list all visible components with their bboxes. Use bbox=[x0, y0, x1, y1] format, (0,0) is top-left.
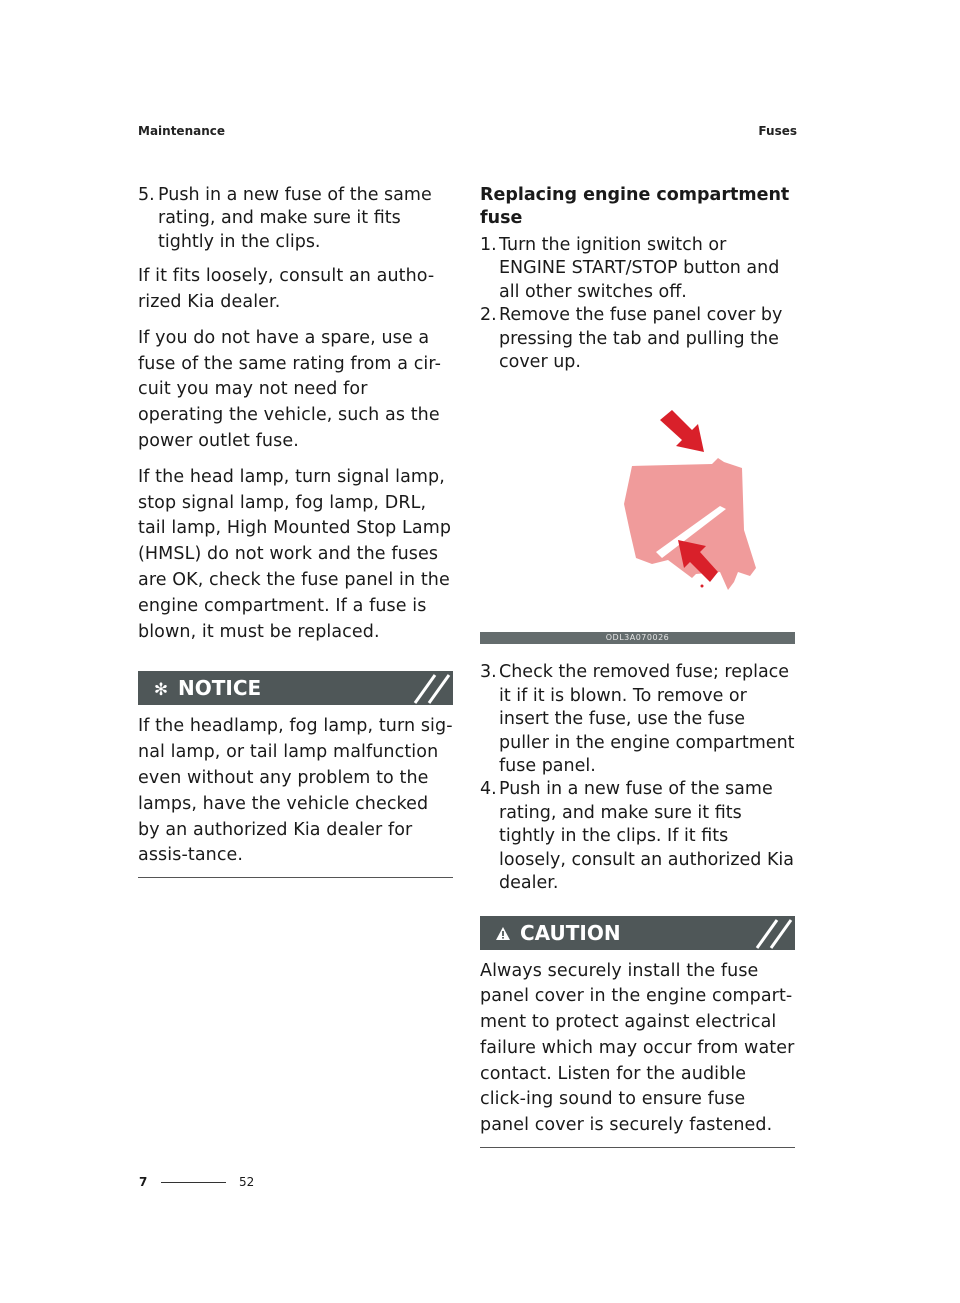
banner-slash-decoration bbox=[751, 916, 795, 950]
banner-slash-decoration bbox=[409, 671, 453, 705]
step-text: Check the removed fuse; replace it if it is blown. To remove or insert the fuse, use the fuse puller in the engine compartment fuse panel. bbox=[499, 662, 795, 777]
right-column bbox=[480, 184, 795, 1148]
running-header-topic: Fuses bbox=[758, 124, 797, 138]
list-item bbox=[480, 234, 795, 304]
paragraph: If the head lamp, turn signal lamp, stop signal lamp, fog lamp, DRL, tail lamp, High Mounted Stop Lamp (HMSL) do not work and the fuses are OK, check the fuse panel in the engine compartment. If a fuse is blown, it must be replaced. bbox=[138, 466, 452, 642]
list-item bbox=[480, 661, 795, 778]
paragraph: If it fits loosely, consult an autho-rized Kia dealer. bbox=[138, 266, 435, 313]
step-number: 1. bbox=[480, 235, 497, 255]
warning-triangle-icon bbox=[494, 918, 512, 950]
fuse-cover-illustration bbox=[480, 382, 795, 632]
caution-banner bbox=[480, 916, 795, 950]
paragraph: If you do not have a spare, use a fuse of the same rating from a cir-cuit you may not need for operating the vehicle, such as the power outlet fuse. bbox=[138, 327, 441, 451]
step-text: Turn the ignition switch or ENGINE START/STOP button and all other switches off. bbox=[499, 235, 780, 302]
notice-banner bbox=[138, 671, 453, 705]
step-number: 5. bbox=[138, 185, 155, 205]
fuse-panel-cover-shape bbox=[624, 458, 756, 590]
divider bbox=[138, 877, 453, 878]
step-list-bottom bbox=[480, 661, 795, 895]
fuse-cover-diagram bbox=[480, 382, 795, 632]
step-number: 4. bbox=[480, 779, 497, 800]
left-column bbox=[138, 184, 453, 878]
page-number: 52 bbox=[239, 1175, 255, 1189]
step-text: Push in a new fuse of the same rating, and make sure it fits tightly in the clips. bbox=[158, 185, 432, 252]
arrow-top-icon bbox=[660, 410, 704, 452]
list-item bbox=[480, 304, 795, 374]
list-item bbox=[138, 184, 453, 254]
marker-dot bbox=[701, 585, 704, 588]
chapter-number: 7 bbox=[139, 1175, 148, 1189]
divider bbox=[480, 1147, 795, 1148]
step-text: Remove the fuse panel cover by pressing the tab and pulling the cover up. bbox=[499, 305, 783, 373]
step-list-top bbox=[480, 234, 795, 374]
step-list-left bbox=[138, 184, 453, 254]
caution-text: Always securely install the fuse panel cover in the engine compart-ment to protect against electrical failure which may occur from water contact. Listen for the audible click-ing sound to ensure fuse panel cover is securely fastened. bbox=[480, 960, 795, 1136]
notice-text: If the headlamp, fog lamp, turn sig-nal lamp, or tail lamp malfunction even without any problem to the lamps, have the vehicle checked by an authorized Kia dealer for assis-tance. bbox=[138, 716, 453, 866]
notice-title: NOTICE bbox=[178, 676, 262, 701]
step-number: 3. bbox=[480, 662, 497, 683]
running-header-section: Maintenance bbox=[138, 124, 226, 138]
caution-title: CAUTION bbox=[520, 920, 621, 945]
step-text: Push in a new fuse of the same rating, and make sure it fits tightly in the clips. If it fits loosely, consult an authorized Kia dealer. bbox=[499, 779, 795, 894]
footer-rule bbox=[161, 1182, 226, 1183]
figure-caption: ODL3A070026 bbox=[480, 632, 795, 644]
step-number: 2. bbox=[480, 305, 497, 326]
section-title: Replacing engine compartment fuse bbox=[480, 185, 790, 228]
list-item bbox=[480, 778, 795, 895]
notice-asterisk-icon: ✻ bbox=[153, 680, 169, 701]
